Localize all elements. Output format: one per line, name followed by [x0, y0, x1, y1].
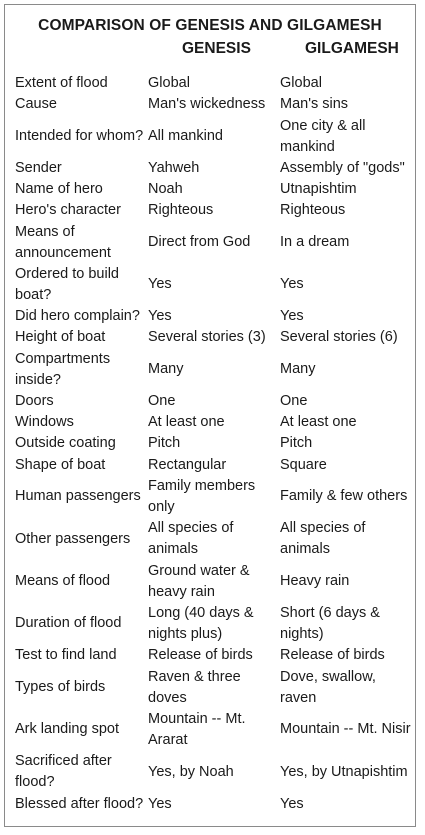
gilgamesh-cell: Family & few others — [280, 488, 408, 505]
gilgamesh-cell: Utnapishtim — [280, 181, 357, 198]
row-label: Compartments inside? — [15, 350, 111, 388]
table-row — [15, 327, 411, 348]
comparison-table-body — [15, 73, 411, 815]
row-label: Extent of flood — [15, 75, 108, 92]
gilgamesh-cell: Heavy rain — [280, 573, 350, 590]
column-header-gilgamesh: GILGAMESH — [305, 40, 399, 57]
gilgamesh-cell: Release of birds — [280, 647, 385, 664]
row-label: Ark landing spot — [15, 721, 119, 738]
table-row — [15, 179, 411, 200]
table-row — [15, 603, 411, 645]
gilgamesh-cell: All species of animals — [280, 520, 366, 558]
row-label: Other passengers — [15, 530, 131, 547]
table-row — [15, 560, 411, 602]
gilgamesh-cell: Yes — [280, 276, 304, 293]
gilgamesh-cell: At least one — [280, 414, 357, 431]
gilgamesh-cell: Righteous — [280, 202, 346, 219]
row-label: Windows — [15, 414, 74, 431]
genesis-cell: Yes — [148, 276, 172, 293]
gilgamesh-cell: Mountain -- Mt. Nisir — [280, 721, 411, 738]
table-row — [15, 666, 411, 708]
gilgamesh-cell: One city & all mankind — [280, 117, 366, 155]
gilgamesh-cell: Several stories (6) — [280, 329, 398, 346]
table-row — [15, 94, 411, 115]
row-label: Intended for whom? — [15, 128, 144, 145]
table-row — [15, 73, 411, 94]
gilgamesh-cell: Dove, swallow, raven — [280, 668, 376, 706]
row-label: Duration of flood — [15, 615, 122, 632]
gilgamesh-cell: Many — [280, 361, 316, 378]
table-row — [15, 158, 411, 179]
table-row — [15, 264, 411, 306]
comparison-table — [15, 73, 411, 815]
table-row — [15, 391, 411, 412]
table-row — [15, 454, 411, 475]
row-label: Cause — [15, 96, 57, 113]
genesis-cell: Raven & three doves — [148, 668, 241, 706]
gilgamesh-cell: Yes, by Utnapishtim — [280, 763, 408, 780]
row-label: Types of birds — [15, 679, 106, 696]
row-label: Sender — [15, 159, 62, 176]
row-label: Human passengers — [15, 488, 141, 505]
row-label: Sacrificed after flood? — [15, 753, 112, 791]
genesis-cell: Release of birds — [148, 647, 253, 664]
table-row — [15, 645, 411, 666]
column-header-genesis: GENESIS — [182, 40, 251, 57]
genesis-cell: Yes, by Noah — [148, 763, 234, 780]
row-label: Test to find land — [15, 647, 117, 664]
gilgamesh-cell: Pitch — [280, 435, 313, 452]
row-label: Doors — [15, 392, 54, 409]
row-label: Hero's character — [15, 202, 121, 219]
genesis-cell: Rectangular — [148, 456, 227, 473]
genesis-cell: Global — [148, 75, 190, 92]
genesis-cell: Many — [148, 361, 184, 378]
genesis-cell: Yes — [148, 795, 172, 812]
genesis-cell: All species of animals — [148, 520, 234, 558]
genesis-cell: Pitch — [148, 435, 181, 452]
row-label: Outside coating — [15, 435, 116, 452]
table-row — [15, 518, 411, 560]
table-row — [15, 433, 411, 454]
table-row — [15, 306, 411, 327]
genesis-cell: Mountain -- Mt. Ararat — [148, 710, 246, 748]
gilgamesh-cell: Short (6 days & nights) — [280, 604, 380, 642]
genesis-cell: All mankind — [148, 128, 223, 145]
table-title: COMPARISON OF GENESIS AND GILGAMESH — [38, 17, 382, 34]
row-label: Shape of boat — [15, 456, 106, 473]
row-label: Height of boat — [15, 329, 106, 346]
genesis-cell: Ground water & heavy rain — [148, 562, 250, 600]
genesis-cell: Several stories (3) — [148, 329, 266, 346]
genesis-cell: Family members only — [148, 477, 256, 515]
genesis-cell: Long (40 days & nights plus) — [148, 604, 254, 642]
table-row — [15, 221, 411, 263]
row-label: Means of flood — [15, 573, 111, 590]
gilgamesh-cell: Square — [280, 456, 327, 473]
genesis-cell: Man's wickedness — [148, 96, 266, 113]
gilgamesh-cell: Global — [280, 75, 322, 92]
table-row — [15, 709, 411, 751]
genesis-cell: One — [148, 392, 176, 409]
genesis-cell: Yes — [148, 308, 172, 325]
row-label: Means of announcement — [15, 223, 111, 261]
gilgamesh-cell: Yes — [280, 795, 304, 812]
table-row — [15, 115, 411, 157]
table-row — [15, 412, 411, 433]
table-row — [15, 348, 411, 390]
row-label: Did hero complain? — [15, 308, 140, 325]
genesis-cell: Noah — [148, 181, 183, 198]
comparison-table-frame — [4, 4, 416, 827]
gilgamesh-cell: Man's sins — [280, 96, 349, 113]
table-row — [15, 476, 411, 518]
gilgamesh-cell: In a dream — [280, 234, 350, 251]
gilgamesh-cell: Yes — [280, 308, 304, 325]
genesis-cell: Righteous — [148, 202, 214, 219]
gilgamesh-cell: One — [280, 392, 308, 409]
genesis-cell: Direct from God — [148, 234, 251, 251]
row-label: Ordered to build boat? — [15, 265, 119, 303]
genesis-cell: Yahweh — [148, 159, 200, 176]
row-label: Name of hero — [15, 181, 103, 198]
table-row — [15, 751, 411, 793]
table-row — [15, 794, 411, 815]
table-row — [15, 200, 411, 221]
row-label: Blessed after flood? — [15, 795, 144, 812]
gilgamesh-cell: Assembly of "gods" — [280, 159, 405, 176]
genesis-cell: At least one — [148, 414, 225, 431]
